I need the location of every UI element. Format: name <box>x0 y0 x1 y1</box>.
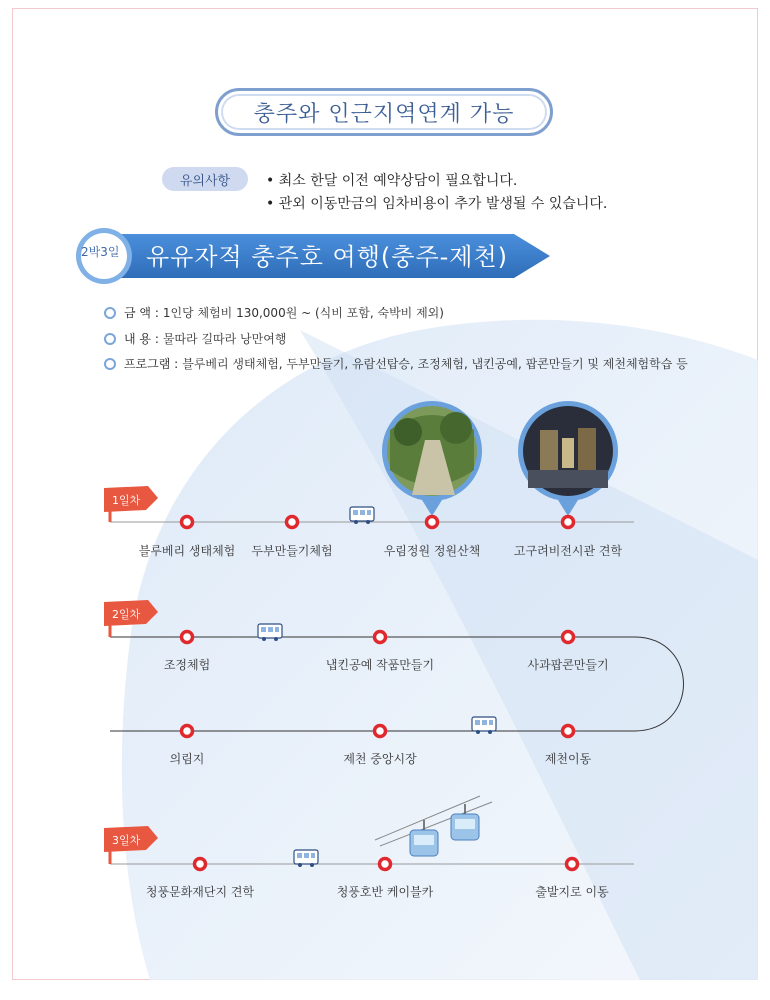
course-badge: 2박3일 <box>81 245 120 259</box>
stop-label-1-1: 블루베리 생태체험 <box>138 544 236 558</box>
info-program: 프로그램 : 블루베리 생태체험, 두부만들기, 유람선탑승, 조정체험, 냅킨공예, 팝콘만들기 및 제천체험학습 등 <box>104 355 688 372</box>
stop-marker-2-1 <box>182 632 193 643</box>
day3-tag-label: 3일차 <box>112 834 141 847</box>
stop-marker-1-2 <box>287 517 298 528</box>
section-title-text: 충주와 인근지역연계 가능 <box>253 101 515 127</box>
stop-label-1-4: 고구려비전시관 견학 <box>513 544 623 558</box>
stop-label-3-2: 청풍호반 케이블카 <box>336 885 434 899</box>
stop-marker-1-4 <box>563 517 574 528</box>
info-price: 금 액 : 1인당 체험비 130,000원 ~ (식비 포함, 숙박비 제외) <box>104 304 444 321</box>
stop-marker-3-1 <box>195 859 206 870</box>
museum-photo <box>518 401 618 516</box>
stop-label-1-2: 두부만들기체험 <box>251 544 333 558</box>
stop-marker-3-3 <box>567 859 578 870</box>
stop-marker-1-1 <box>182 517 193 528</box>
bus-icon <box>294 850 318 867</box>
cable-car-icon <box>375 796 492 856</box>
day2-tag-label: 2일차 <box>112 608 141 621</box>
garden-photo <box>382 401 482 516</box>
stop-label-1-3: 우림정원 정원산책 <box>383 544 481 558</box>
stop-marker-3-2 <box>380 859 391 870</box>
bus-icon <box>258 624 282 641</box>
stop-marker-2-5 <box>375 726 386 737</box>
bus-icon <box>472 717 496 734</box>
stop-label-2-4: 의림지 <box>169 752 205 766</box>
stop-marker-2-6 <box>563 726 574 737</box>
info-content: 내 용 : 물따라 길따라 낭만여행 <box>104 330 286 347</box>
day1-tag-label: 1일차 <box>112 494 141 507</box>
stop-label-3-1: 청풍문화재단지 견학 <box>145 885 255 899</box>
stop-label-2-2: 냅킨공예 작품만들기 <box>325 658 435 672</box>
stop-label-2-5: 제천 중앙시장 <box>343 752 417 766</box>
course-title: 유유자적 충주호 여행(충주-제천) <box>146 243 509 271</box>
stop-marker-1-3 <box>427 517 438 528</box>
notice-label: 유의사항 <box>162 167 248 191</box>
notice-line-1: • 최소 한달 이전 예약상담이 필요합니다. <box>266 173 518 189</box>
stop-label-2-3: 사과팝콘만들기 <box>527 658 609 672</box>
stop-label-2-6: 제천이동 <box>544 752 592 766</box>
bus-icon <box>350 507 374 524</box>
stop-label-3-3: 출발지로 이동 <box>535 885 609 899</box>
notice-line-2: • 관외 이동만금의 임차비용이 추가 발생될 수 있습니다. <box>266 196 608 212</box>
stop-marker-2-3 <box>563 632 574 643</box>
stop-marker-2-2 <box>375 632 386 643</box>
stop-marker-2-4 <box>182 726 193 737</box>
stop-label-2-1: 조정체험 <box>163 658 211 672</box>
